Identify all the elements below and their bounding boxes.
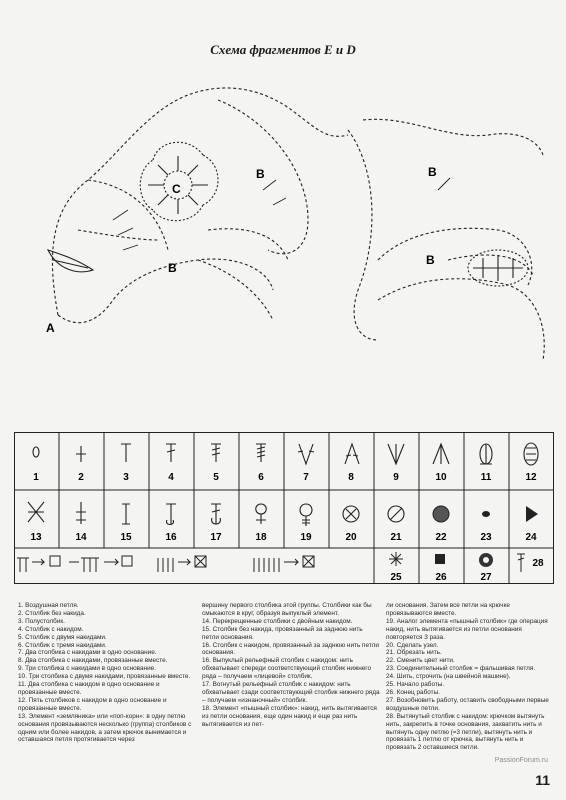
legend-num-15: 15 [120, 532, 132, 543]
note-item: 6. Столбик с тремя накидами. [18, 641, 107, 649]
note-item: 16. Столбик с накидом, провязанный за заднюю нить петли основания. [202, 641, 379, 657]
legend-num-26: 26 [435, 572, 447, 583]
note-item: 27. Возобновить работу, оставить свободными первые воздушные петли. [386, 696, 549, 712]
crochet-diagram [18, 60, 558, 390]
note-item: 2. Столбик без накида. [18, 609, 86, 617]
notes-column-3 [386, 602, 550, 752]
label-b-4: B [426, 253, 435, 267]
page-title: Схема фрагментов E и D [210, 42, 356, 57]
legend-num-11: 11 [480, 472, 492, 483]
legend-num-3: 3 [123, 472, 129, 483]
legend-num-2: 2 [78, 472, 84, 483]
note-item: 28. Вытянутый столбик с накидом: крючком вытянуть нить, закрепить в точке основания, захватить нить и вытянуть одну петлю (=3 петли), вытянуть нить и провязать 1 петлю от крючка, вытянуть нить и провязать 2 оставшиеся петли. [386, 712, 545, 752]
legend-num-13: 13 [30, 532, 42, 543]
legend-num-24: 24 [525, 532, 537, 543]
legend-num-8: 8 [348, 472, 354, 483]
legend-num-16: 16 [165, 532, 177, 543]
note-item: ли основания. Затем все петли на крючке провязываются вместе. [386, 602, 510, 617]
watermark: PassionForum.ru [494, 757, 548, 764]
note-item: 17. Вогнутый рельефный столбик с накидом: нить обхватывает сзади соответствующий столбик нижнего ряда – получаем «изнаночный» столбик. [202, 681, 380, 704]
legend-num-20: 20 [345, 532, 357, 543]
note-item: 3. Полустолбик. [18, 617, 65, 625]
note-item: 12. Пять столбиков с накидом в одно основание и провязанные вместе. [18, 696, 167, 712]
note-item: 9. Три столбика с накидами в одно основание. [18, 665, 156, 673]
legend-num-18: 18 [255, 532, 267, 543]
legend-num-6: 6 [258, 472, 264, 483]
legend-num-14: 14 [75, 532, 87, 543]
note-item: 25. Начало работы. [386, 681, 445, 689]
legend-num-12: 12 [525, 472, 537, 483]
legend-num-10: 10 [435, 472, 447, 483]
label-b-3: B [428, 165, 437, 179]
note-item: 8. Два столбика с накидами, провязанные вместе. [18, 657, 168, 665]
note-item: 14. Перекрещенные столбики с двойным накидом. [202, 617, 353, 625]
legend-num-4: 4 [168, 472, 174, 483]
legend-num-7: 7 [303, 472, 309, 483]
label-c: C [172, 182, 181, 196]
notes-column-2 [202, 602, 380, 729]
note-item: 26. Конец работы. [386, 688, 440, 696]
legend-num-1: 1 [33, 472, 39, 483]
note-item: 15. Столбик без накида, провязанный за заднюю нить петли основания. [202, 625, 363, 641]
note-item: 7. Два столбика с накидами в одно основание. [18, 649, 157, 657]
legend-num-9: 9 [393, 472, 399, 483]
symbol-legend-table [14, 432, 554, 584]
page-number: 11 [535, 772, 550, 788]
note-item: 23. Соединительный столбик = фальшивая петля. [386, 665, 536, 673]
legend-num-22: 22 [435, 532, 447, 543]
note-item: 22. Сменить цвет нити. [386, 657, 455, 665]
note-item: 20. Сделать узел. [386, 641, 439, 649]
label-a: A [46, 321, 55, 335]
legend-num-23: 23 [480, 532, 492, 543]
label-b-2: B [168, 261, 177, 275]
note-item: 19. Аналог элемента «пышный столбик» где операция накид, нить вытягивается из петли основания повторяется 3 раза. [386, 617, 548, 641]
note-item: 10. Три столбика с двумя накидами, провязанные вместе. [18, 673, 191, 681]
note-item: 1. Воздушная петля. [18, 602, 79, 609]
legend-num-17: 17 [210, 532, 222, 543]
note-item: 13. Элемент «земляника» или «поп-корн»: в одну петлю основания провязываются несколько (группа) столбиков с одним или более накидов, а затем крючок вынимается и оставшаяся петля протягивается через [18, 712, 192, 744]
note-item: 5. Столбик с двумя накидами. [18, 633, 107, 641]
note-item: 21. Обрезать нить. [386, 649, 442, 657]
legend-num-27: 27 [480, 572, 492, 583]
legend-num-19: 19 [300, 532, 312, 543]
label-b-1: B [256, 167, 265, 181]
notes-column-1 [18, 602, 196, 744]
note-item: 11. Два столбика с накидом в одно основание и провязанные вместе. [18, 681, 160, 696]
legend-num-28: 28 [532, 558, 544, 569]
note-item: 18. Элемент «пышный столбик»: накид, нить вытягивается из петли основания, еще один накид и еще раз нить вытягивается из пет- [202, 704, 377, 728]
legend-num-5: 5 [213, 472, 219, 483]
note-item: вершину первого столбика этой группы. Столбики как бы смыкаются в круг, образуя выпуклый элемент. [202, 602, 372, 617]
note-item: 16. Выпуклый рельефный столбик с накидом: нить обхватывает спереди соответствующий столбик нижнего ряда – получаем «лицевой» столбик. [202, 657, 372, 681]
legend-num-25: 25 [390, 572, 402, 583]
legend-num-21: 21 [390, 532, 402, 543]
note-item: 24. Шить, строчить (на швейной машине). [386, 673, 511, 681]
note-item: 4. Столбик с накидом. [18, 625, 84, 633]
